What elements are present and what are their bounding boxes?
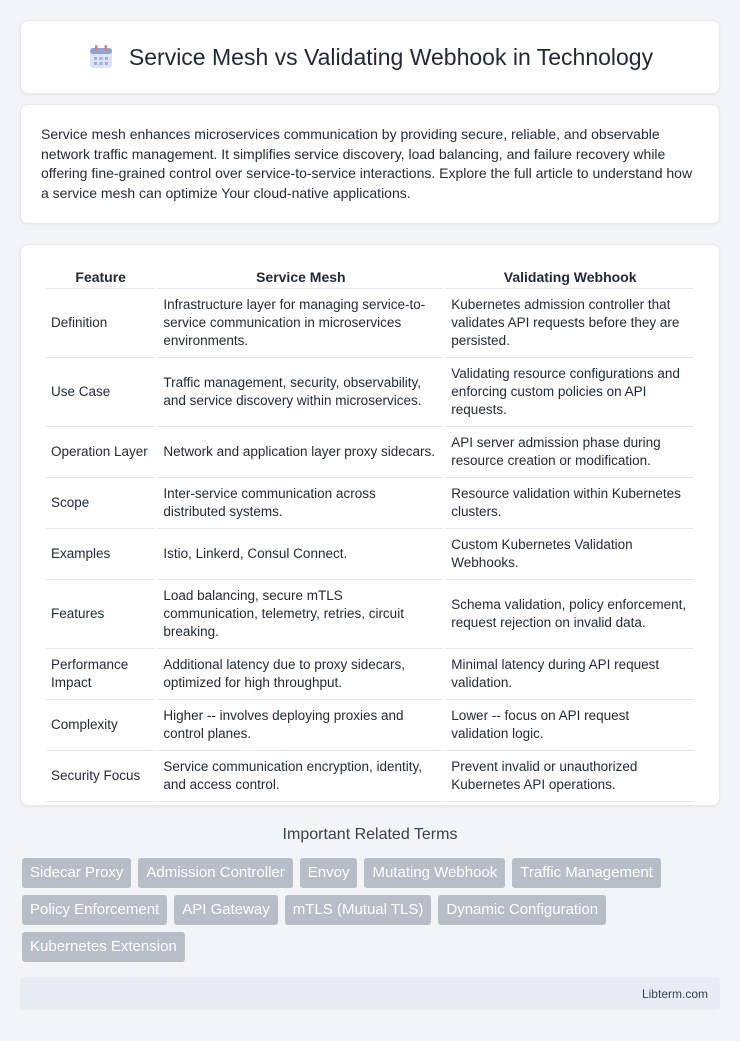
column-header: Validating Webhook	[446, 263, 694, 289]
table-header-row	[46, 263, 694, 289]
related-terms-title: Important Related Terms	[282, 826, 458, 843]
footer	[20, 977, 720, 1010]
table-row	[46, 529, 694, 580]
table-row	[46, 289, 694, 358]
table-row	[46, 700, 694, 751]
related-term-tag[interactable]: Sidecar Proxy	[22, 858, 131, 888]
comparison-table	[43, 263, 697, 802]
validating-webhook-cell: API server admission phase during resource creation or modification.	[446, 427, 694, 478]
table-row	[46, 751, 694, 802]
feature-cell: Security Focus	[46, 751, 155, 802]
validating-webhook-cell: Schema validation, policy enforcement, request rejection on invalid data.	[446, 580, 694, 649]
feature-cell: Examples	[46, 529, 155, 580]
related-term-tag[interactable]: mTLS (Mutual TLS)	[285, 895, 432, 925]
table-row	[46, 478, 694, 529]
footer-brand[interactable]: Libterm.com	[641, 986, 708, 1001]
related-term-tag[interactable]: Admission Controller	[138, 858, 292, 888]
validating-webhook-cell: Custom Kubernetes Validation Webhooks.	[446, 529, 694, 580]
service-mesh-cell: Traffic management, security, observability, and service discovery within microservices.	[158, 358, 443, 427]
related-term-tag[interactable]: Kubernetes Extension	[22, 932, 185, 962]
feature-cell: Scope	[46, 478, 155, 529]
calendar-icon	[87, 43, 115, 71]
table-row	[46, 580, 694, 649]
service-mesh-cell: Service communication encryption, identity, and access control.	[158, 751, 443, 802]
service-mesh-cell: Istio, Linkerd, Consul Connect.	[158, 529, 443, 580]
table-row	[46, 649, 694, 700]
table-row	[46, 358, 694, 427]
related-terms-list	[22, 858, 722, 962]
page-title: Service Mesh vs Validating Webhook in Technology	[128, 43, 654, 70]
related-term-tag[interactable]: Dynamic Configuration	[438, 895, 606, 925]
comparison-table-card	[20, 244, 720, 806]
header-card	[20, 20, 720, 94]
validating-webhook-cell: Validating resource configurations and enforcing custom policies on API requests.	[446, 358, 694, 427]
intro-text: Service mesh enhances microservices communication by providing secure, reliable, and observable network traffic management. It simplifies service discovery, load balancing, and failure recovery while offering fine-grained control over service-to-service interactions. Explore the full article to understand how a service mesh can optimize Your cloud-native applications.	[41, 126, 693, 201]
service-mesh-cell: Higher -- involves deploying proxies and control planes.	[158, 700, 443, 751]
related-term-tag[interactable]: Policy Enforcement	[22, 895, 167, 925]
feature-cell: Performance Impact	[46, 649, 155, 700]
feature-cell: Features	[46, 580, 155, 649]
related-term-tag[interactable]: Mutating Webhook	[364, 858, 505, 888]
column-header: Feature	[46, 263, 155, 289]
table-row	[46, 427, 694, 478]
intro-card	[20, 104, 720, 224]
service-mesh-cell: Network and application layer proxy sidecars.	[158, 427, 443, 478]
feature-cell: Definition	[46, 289, 155, 358]
feature-cell: Use Case	[46, 358, 155, 427]
related-term-tag[interactable]: Envoy	[300, 858, 358, 888]
feature-cell: Complexity	[46, 700, 155, 751]
related-term-tag[interactable]: Traffic Management	[512, 858, 661, 888]
validating-webhook-cell: Resource validation within Kubernetes clusters.	[446, 478, 694, 529]
validating-webhook-cell: Kubernetes admission controller that validates API requests before they are persisted.	[446, 289, 694, 358]
service-mesh-cell: Infrastructure layer for managing service-to-service communication in microservices environments.	[158, 289, 443, 358]
service-mesh-cell: Load balancing, secure mTLS communication, telemetry, retries, circuit breaking.	[158, 580, 443, 649]
column-header: Service Mesh	[158, 263, 443, 289]
service-mesh-cell: Additional latency due to proxy sidecars, optimized for high throughput.	[158, 649, 443, 700]
related-term-tag[interactable]: API Gateway	[174, 895, 278, 925]
service-mesh-cell: Inter-service communication across distributed systems.	[158, 478, 443, 529]
validating-webhook-cell: Minimal latency during API request validation.	[446, 649, 694, 700]
feature-cell: Operation Layer	[46, 427, 155, 478]
validating-webhook-cell: Prevent invalid or unauthorized Kubernetes API operations.	[446, 751, 694, 802]
validating-webhook-cell: Lower -- focus on API request validation logic.	[446, 700, 694, 751]
